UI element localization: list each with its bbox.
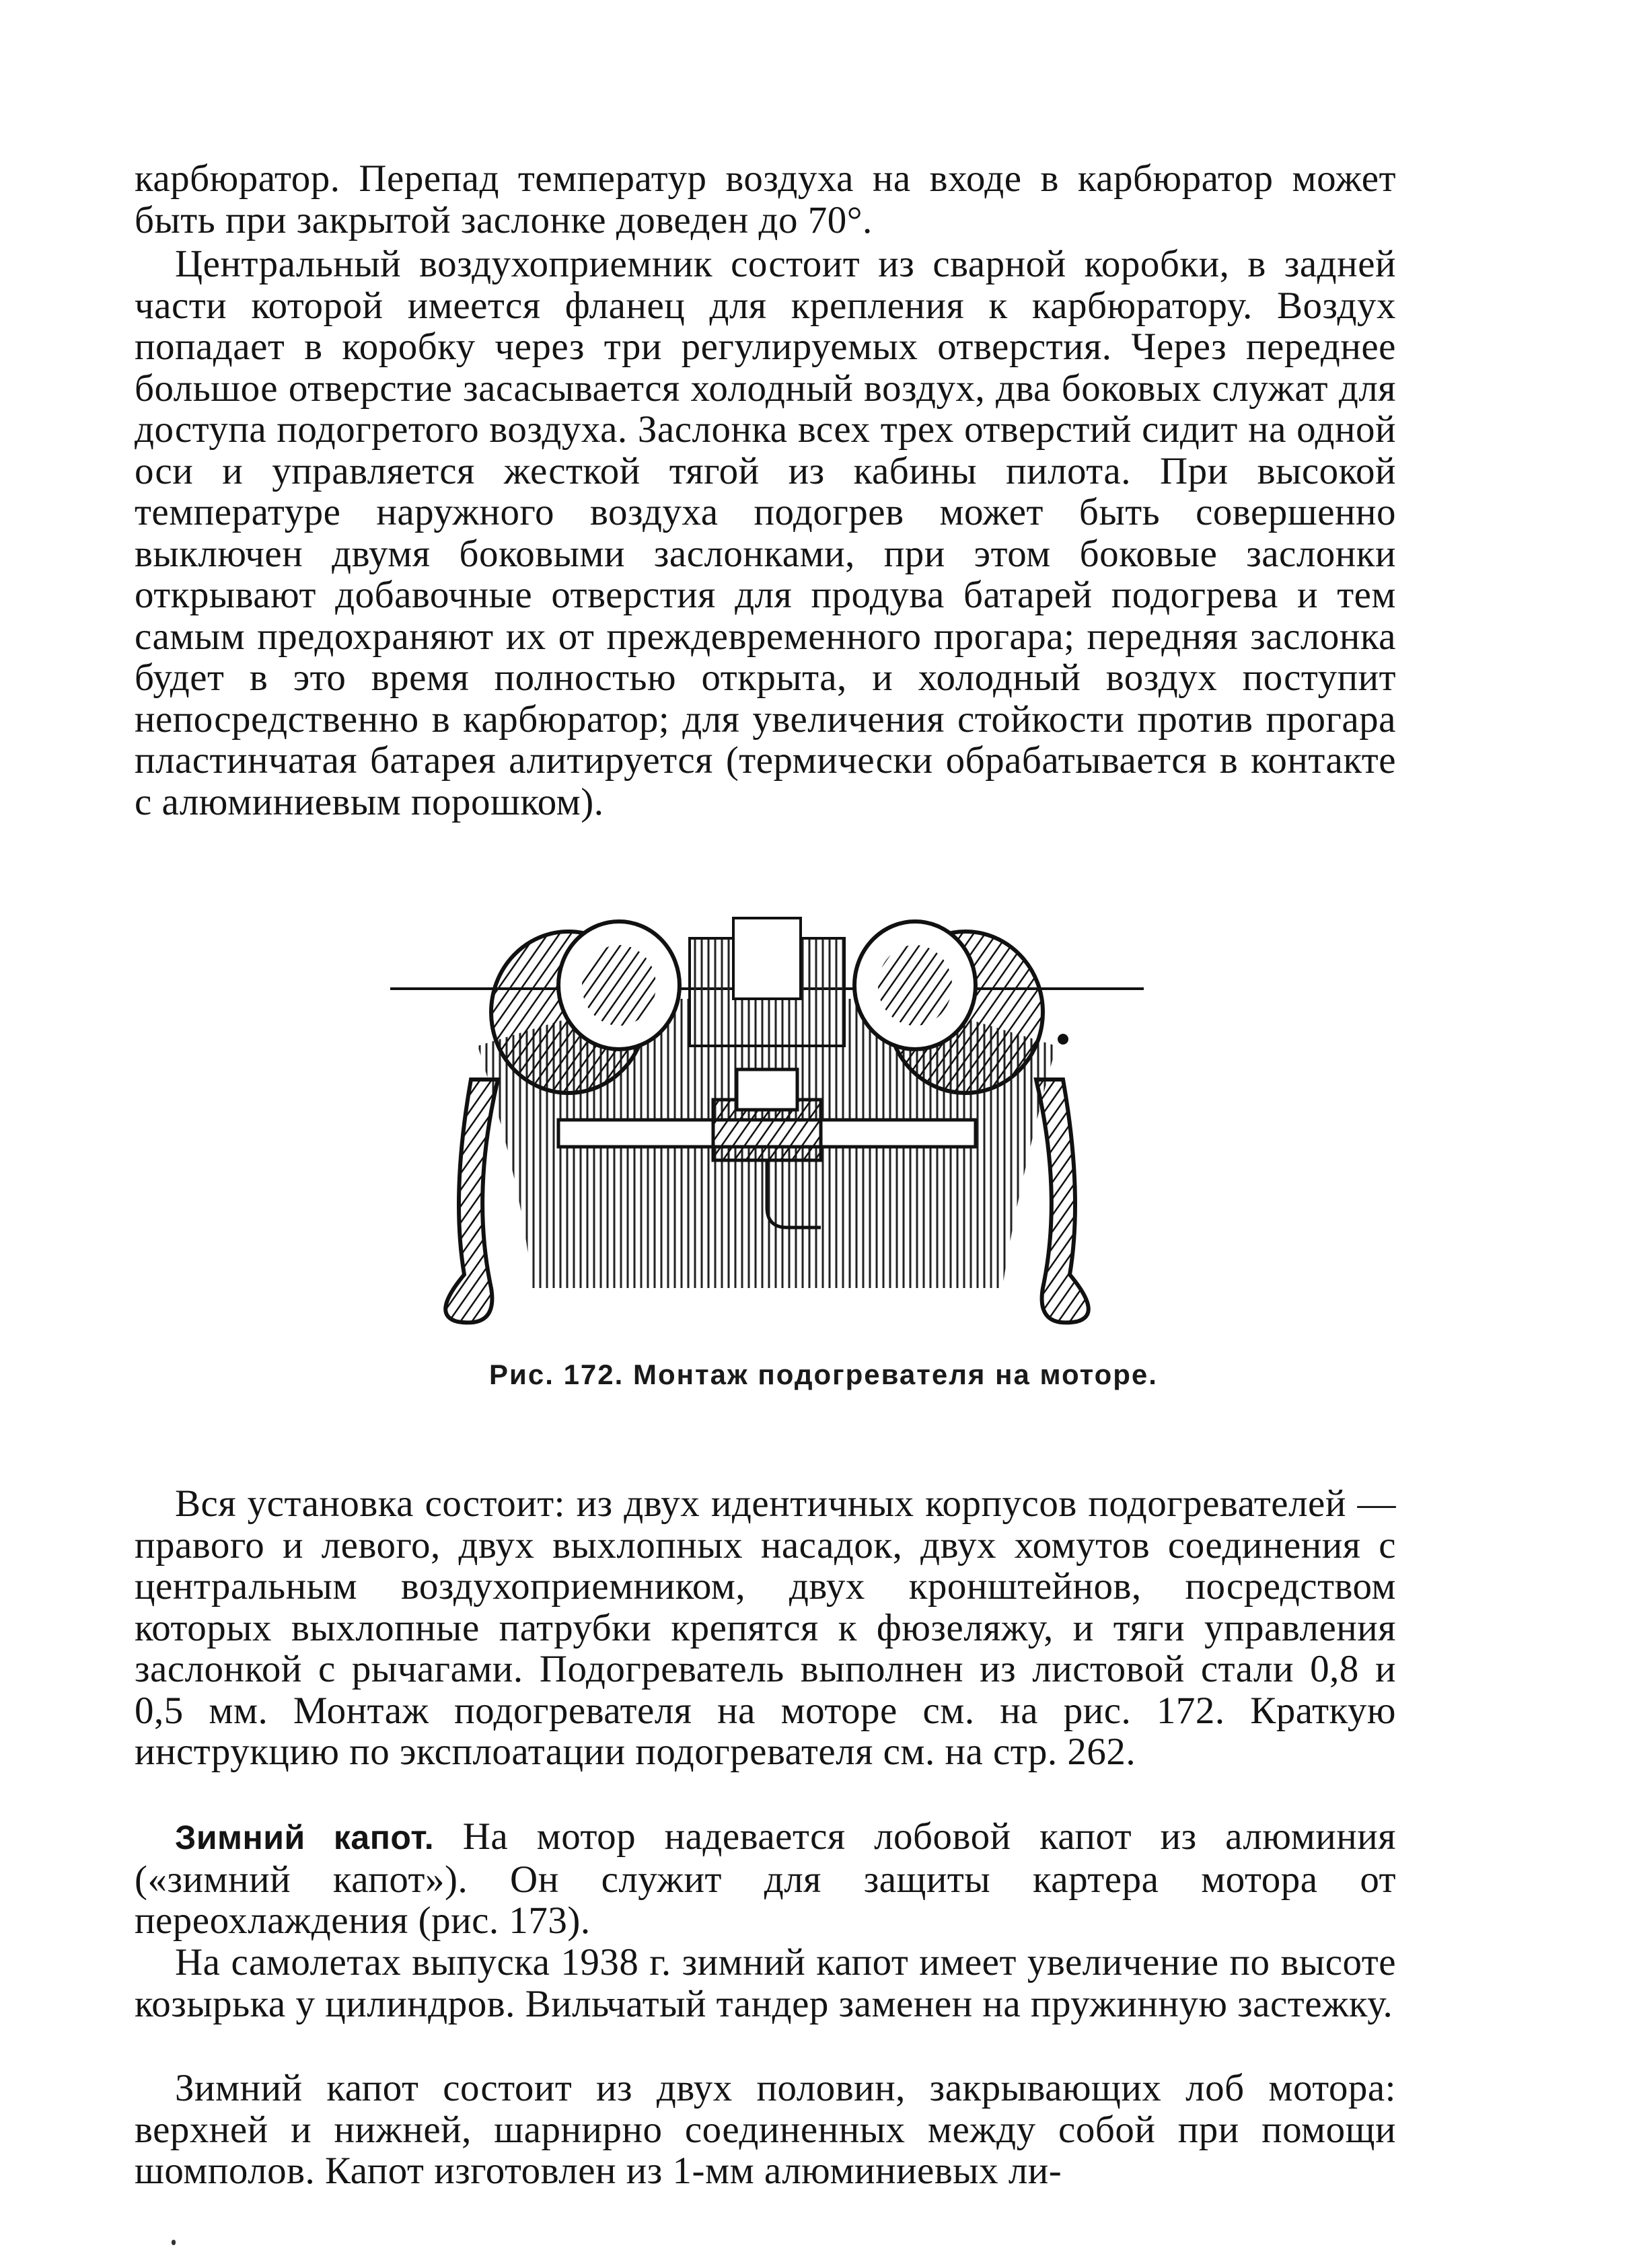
heater-mounting-illustration [390, 911, 1144, 1342]
text-block-installation [135, 1483, 1396, 1773]
left-exhaust-pipe [445, 1080, 498, 1322]
text-block-1938 [135, 1942, 1396, 2025]
text-block-central [135, 243, 1396, 823]
paragraph-halves: Зимний капот состоит из двух половин, закрывающих лоб мотора: верхней и нижней, шарнирно соединенных между собой при помощи шомполов. Капот изготовлен из 1-мм алюминиевых ли- [135, 2067, 1396, 2192]
winter-hood-heading: Зимний капот. [175, 1819, 435, 1856]
paragraph-top: карбюратор. Перепад температур воздуха на входе в карбюратор может быть при закрытой заслонке доведен до 70°. [135, 157, 1396, 241]
figure-caption: Рис. 172. Монтаж подогревателя на моторе. [489, 1359, 1158, 1390]
paragraph-central-air-intake: Центральный воздухоприемник состоит из сварной коробки, в задней части которой имеется фланец для крепления к карбюратору. Воздух попадает в коробку через три регулируемых отверстия. Через переднее большое отверстие засасывается холодный воздух, два боковых служат для доступа подогретого воздуха. Заслонка всех трех отверстий сидит на одной оси и управляется жесткой тягой из кабины пилота. При высокой температуре наружного воздуха подогрев может быть совершенно выключен двумя боковыми заслонками, при этом боковые заслонки открывают добавочные отверстия для продува батарей подогрева и тем самым предохраняют их от преждевременного прогара; передняя заслонка будет в это время полностью открыта, и холодный воздух поступит непосредственно в карбюратор; для увеличения стойкости против прогара пластинчатая батарея алитируется (термически обрабатывается в контакте с алюминиевым порошком). [135, 243, 1396, 823]
print-speck [172, 2240, 176, 2245]
text-block-halves [135, 2068, 1396, 2192]
paragraph-installation: Вся установка состоит: из двух идентичных корпусов подогревателей — правого и левого, двух выхлопных насадок, двух хомутов соединения с центральным воздухоприемником, двух кронштейнов, посредством которых выхлопные патрубки крепятся к фюзеляжу, и тяги управления заслонкой с рычагами. Подогреватель выполнен из листовой стали 0,8 и 0,5 мм. Монтаж подогревателя на моторе см. на рис. 172. Краткую инструкцию по эксплоатации подогревателя см. на стр. 262. [135, 1482, 1396, 1773]
right-exhaust-pipe [1036, 1080, 1089, 1322]
paragraph-winter-hood: Зимний капот. На мотор надевается лобовой капот из алюминия («зимний капот»). Он служит для защиты картера мотора от переохлаждения (рис. 173). [135, 1815, 1396, 1942]
text-block-winter-hood [135, 1816, 1396, 1942]
text-block-top [135, 158, 1396, 241]
paragraph-1938: На самолетах выпуска 1938 г. зимний капот имеет увеличение по высоте козырька у цилиндров. Вильчатый тандер заменен на пружинную застежку. [135, 1941, 1396, 2025]
